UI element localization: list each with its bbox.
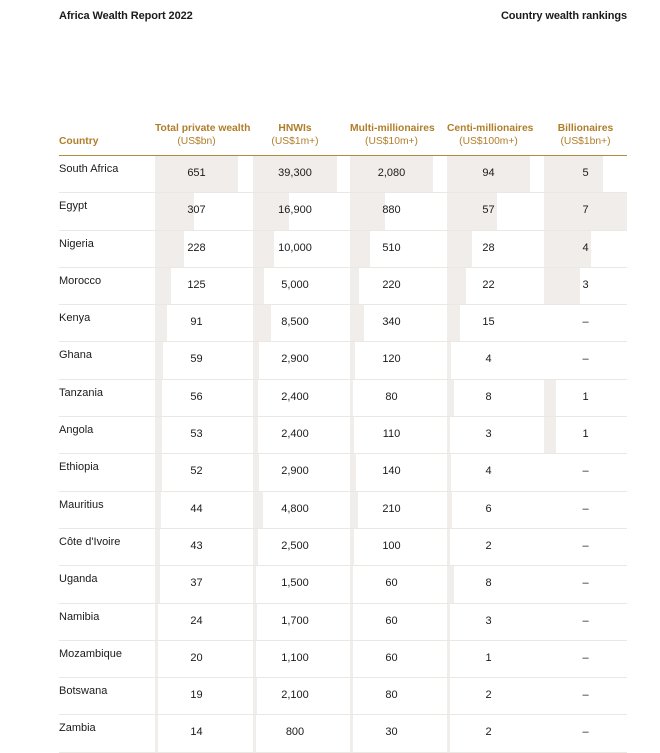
hnwis-cell [253, 641, 337, 677]
table-row [59, 715, 627, 752]
cell-value: 651 [187, 167, 206, 179]
cell-value: 8 [485, 390, 492, 403]
cell-value: – [582, 502, 589, 515]
table-row [59, 156, 627, 193]
country-name: Nigeria [59, 237, 94, 250]
billionaires-cell [544, 566, 627, 602]
country-name: Angola [59, 424, 94, 437]
cell-value: 4 [485, 465, 492, 478]
country-name: Mozambique [59, 647, 122, 660]
multi-millionaires-cell [350, 454, 433, 490]
cell-value: 307 [187, 204, 206, 217]
cell-value: – [582, 614, 589, 627]
cell-value: 2,100 [281, 689, 309, 702]
cell-value: 60 [385, 577, 398, 590]
hnwis-cell [253, 492, 337, 528]
table-row [59, 380, 627, 417]
centi-millionaires-cell [447, 231, 530, 267]
table-row [59, 566, 627, 603]
hnwis-cell [253, 156, 337, 192]
table-header [59, 120, 627, 156]
multi-millionaires-cell [350, 678, 433, 714]
hnwis-cell [253, 566, 337, 602]
billionaires-cell [544, 156, 627, 192]
cell-value: 2,900 [281, 353, 309, 366]
country-name: Namibia [59, 610, 100, 623]
cell-value: 60 [385, 614, 398, 627]
column-unit: (US$100m+) [459, 136, 518, 147]
section-title: Country wealth rankings [500, 10, 627, 22]
cell-value: 2 [485, 726, 492, 739]
centi-millionaires-cell [447, 342, 530, 378]
column-header-country: Country [59, 136, 99, 147]
cell-value: 2 [485, 689, 492, 702]
cell-value: 5 [582, 167, 589, 179]
hnwis-cell [253, 193, 337, 229]
cell-value: 19 [190, 689, 203, 702]
cell-value: 220 [382, 278, 401, 291]
hnwis-cell [253, 380, 337, 416]
cell-value: 120 [382, 353, 401, 366]
country-name: Zambia [59, 722, 96, 735]
cell-value: – [582, 726, 589, 739]
table-row [59, 529, 627, 566]
cell-value: 80 [385, 689, 398, 702]
column-title: Billionaires [557, 123, 614, 134]
country-name: Ghana [59, 349, 93, 362]
multi-millionaires-cell [350, 231, 433, 267]
cell-value: 91 [190, 316, 203, 329]
billionaires-cell [544, 380, 627, 416]
total-private-wealth-cell [155, 715, 238, 751]
cell-value: 2 [485, 539, 492, 552]
hnwis-cell [253, 678, 337, 714]
hnwis-cell [253, 231, 337, 267]
cell-value: 22 [482, 278, 495, 291]
cell-value: 4 [582, 241, 589, 254]
country-name: Morocco [59, 274, 102, 287]
cell-value: 2,900 [281, 465, 309, 478]
cell-value: 1 [582, 428, 589, 441]
column-unit: (US$10m+) [365, 136, 418, 147]
cell-value: 53 [190, 428, 203, 441]
cell-value: 3 [485, 428, 492, 441]
cell-value: 5,000 [281, 278, 309, 291]
cell-value: 10,000 [278, 241, 312, 254]
multi-millionaires-cell [350, 380, 433, 416]
country-name: Uganda [59, 573, 98, 586]
billionaires-cell [544, 231, 627, 267]
cell-value: 56 [190, 390, 203, 403]
billionaires-cell [544, 529, 627, 565]
total-private-wealth-cell [155, 417, 238, 453]
multi-millionaires-cell [350, 492, 433, 528]
cell-value: – [582, 353, 589, 366]
multi-millionaires-cell [350, 566, 433, 602]
centi-millionaires-cell [447, 417, 530, 453]
column-header-total-private-wealth [155, 122, 251, 148]
country-name: Tanzania [59, 386, 104, 399]
column-header-billionaires [544, 122, 627, 148]
cell-value: 8 [485, 577, 492, 590]
centi-millionaires-cell [447, 641, 530, 677]
cell-value: – [582, 689, 589, 702]
centi-millionaires-cell [447, 380, 530, 416]
multi-millionaires-cell [350, 604, 433, 640]
cell-value: 228 [187, 241, 206, 254]
total-private-wealth-cell [155, 678, 238, 714]
cell-value: 2,080 [377, 167, 406, 179]
cell-value: 510 [382, 241, 401, 254]
cell-value: 1 [582, 390, 589, 403]
cell-value: 2,400 [281, 428, 309, 441]
total-private-wealth-cell [155, 156, 238, 192]
cell-value: 16,900 [278, 204, 312, 217]
centi-millionaires-cell [447, 305, 530, 341]
cell-value: – [582, 539, 589, 552]
centi-millionaires-cell [447, 492, 530, 528]
cell-value: 15 [482, 316, 495, 329]
centi-millionaires-cell [447, 604, 530, 640]
billionaires-cell [544, 417, 627, 453]
cell-value: 6 [485, 502, 492, 515]
centi-millionaires-cell [447, 156, 530, 192]
table-row [59, 641, 627, 678]
column-header-hnwis [253, 122, 337, 148]
cell-value: 44 [190, 502, 203, 515]
hnwis-cell [253, 342, 337, 378]
hnwis-cell [253, 305, 337, 341]
column-unit: (US$1m+) [271, 136, 319, 147]
table-row [59, 678, 627, 715]
cell-value: – [582, 651, 589, 664]
cell-value: 39,300 [278, 167, 312, 179]
total-private-wealth-cell [155, 492, 238, 528]
billionaires-cell [544, 454, 627, 490]
hnwis-cell [253, 529, 337, 565]
multi-millionaires-cell [350, 529, 433, 565]
country-name: Ethiopia [59, 461, 99, 474]
column-header-centi-millionaires [447, 122, 534, 148]
cell-value: – [582, 465, 589, 478]
cell-value: 210 [382, 502, 401, 515]
total-private-wealth-cell [155, 268, 238, 304]
billionaires-cell [544, 305, 627, 341]
total-private-wealth-cell [155, 529, 238, 565]
country-name: Egypt [59, 200, 88, 213]
cell-value: 8,500 [281, 316, 309, 329]
centi-millionaires-cell [447, 715, 530, 751]
table-body [59, 156, 627, 753]
billionaires-cell [544, 342, 627, 378]
hnwis-cell [253, 417, 337, 453]
centi-millionaires-cell [447, 678, 530, 714]
billionaires-cell [544, 715, 627, 751]
cell-value: 1,100 [281, 651, 309, 664]
cell-value: 3 [582, 278, 589, 291]
table-row [59, 268, 627, 305]
cell-value: 1 [485, 651, 492, 664]
cell-value: 28 [482, 241, 495, 254]
column-title: HNWIs [278, 123, 312, 134]
total-private-wealth-cell [155, 641, 238, 677]
billionaires-cell [544, 268, 627, 304]
total-private-wealth-cell [155, 380, 238, 416]
cell-value: 59 [190, 353, 203, 366]
country-name: Côte d'Ivoire [59, 535, 121, 548]
billionaires-cell [544, 193, 627, 229]
table-row [59, 454, 627, 491]
centi-millionaires-cell [447, 193, 530, 229]
table-row [59, 417, 627, 454]
table-row [59, 492, 627, 529]
cell-value: 37 [190, 577, 203, 590]
cell-value: 4,800 [281, 502, 309, 515]
column-title: Multi-millionaires [350, 123, 435, 134]
cell-value: 110 [382, 428, 401, 441]
table-row [59, 342, 627, 379]
country-name: Mauritius [59, 498, 104, 511]
cell-value: 30 [385, 726, 398, 739]
cell-value: 4 [485, 353, 492, 366]
country-name: Botswana [59, 685, 108, 698]
total-private-wealth-cell [155, 604, 238, 640]
billionaires-cell [544, 641, 627, 677]
cell-value: 24 [190, 614, 203, 627]
column-unit: (US$1bn+) [560, 136, 611, 147]
multi-millionaires-cell [350, 305, 433, 341]
hnwis-cell [253, 604, 337, 640]
cell-value: – [582, 577, 589, 590]
report-title: Africa Wealth Report 2022 [59, 10, 193, 22]
centi-millionaires-cell [447, 268, 530, 304]
table-row [59, 231, 627, 268]
column-title: Total private wealth [155, 123, 251, 134]
hnwis-cell [253, 454, 337, 490]
cell-value: – [582, 316, 589, 329]
cell-value: 20 [190, 651, 203, 664]
cell-value: 43 [190, 539, 203, 552]
cell-value: 57 [482, 204, 495, 217]
country-name: Kenya [59, 312, 91, 325]
cell-value: 2,500 [281, 539, 309, 552]
column-unit: (US$bn) [177, 136, 216, 147]
multi-millionaires-cell [350, 641, 433, 677]
cell-value: 140 [382, 465, 401, 478]
cell-value: 1,500 [281, 577, 309, 590]
cell-value: 100 [382, 539, 401, 552]
hnwis-cell [253, 715, 337, 751]
billionaires-cell [544, 678, 627, 714]
cell-value: 1,700 [281, 614, 309, 627]
cell-value: 14 [190, 726, 203, 739]
cell-value: 2,400 [281, 390, 309, 403]
cell-value: 880 [382, 204, 401, 217]
total-private-wealth-cell [155, 305, 238, 341]
cell-value: 3 [485, 614, 492, 627]
total-private-wealth-cell [155, 566, 238, 602]
column-title: Centi-millionaires [447, 123, 534, 134]
total-private-wealth-cell [155, 231, 238, 267]
cell-value: 340 [382, 316, 401, 329]
country-wealth-table [59, 120, 627, 753]
centi-millionaires-cell [447, 529, 530, 565]
total-private-wealth-cell [155, 342, 238, 378]
hnwis-cell [253, 268, 337, 304]
multi-millionaires-cell [350, 715, 433, 751]
cell-value: 94 [482, 167, 495, 179]
column-header-multi-millionaires [350, 122, 433, 148]
multi-millionaires-cell [350, 268, 433, 304]
multi-millionaires-cell [350, 342, 433, 378]
table-row [59, 193, 627, 230]
country-name: South Africa [59, 163, 119, 175]
table-row [59, 305, 627, 342]
cell-value: 800 [285, 726, 305, 739]
billionaires-cell [544, 604, 627, 640]
cell-value: 125 [187, 278, 206, 291]
cell-value: 60 [385, 651, 398, 664]
billionaires-cell [544, 492, 627, 528]
multi-millionaires-cell [350, 156, 433, 192]
total-private-wealth-cell [155, 193, 238, 229]
multi-millionaires-cell [350, 417, 433, 453]
total-private-wealth-cell [155, 454, 238, 490]
multi-millionaires-cell [350, 193, 433, 229]
table-row [59, 604, 627, 641]
cell-value: 52 [190, 465, 203, 478]
centi-millionaires-cell [447, 566, 530, 602]
cell-value: 7 [582, 204, 589, 217]
cell-value: 80 [385, 390, 398, 403]
centi-millionaires-cell [447, 454, 530, 490]
